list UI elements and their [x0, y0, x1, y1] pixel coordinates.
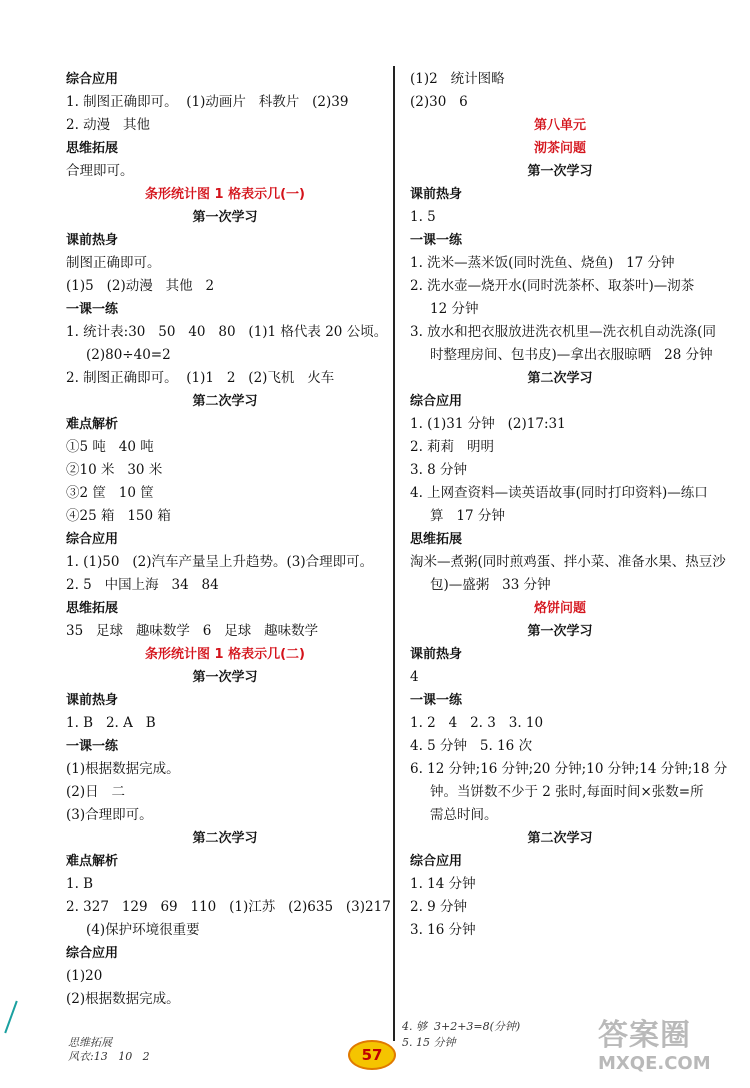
- section-heading: 课前热身: [66, 693, 119, 708]
- pen-mark: [4, 1001, 18, 1034]
- answer-line: 4: [410, 669, 419, 685]
- answer-line: 1. B 2. A B: [66, 715, 156, 731]
- answer-line: 包)—盛粥 33 分钟: [430, 577, 551, 593]
- section-heading: 思维拓展: [66, 601, 119, 616]
- answer-line: 1. 14 分钟: [410, 876, 476, 892]
- answer-line: 3. 8 分钟: [410, 462, 468, 478]
- section-heading: 一课一练: [66, 739, 119, 754]
- watermark-logo: [598, 1018, 748, 1082]
- answer-line: 需总时间。: [430, 807, 498, 823]
- answer-line: (1)2 统计图略: [410, 71, 505, 87]
- section-heading: 综合应用: [410, 854, 463, 869]
- answer-line: 2. 9 分钟: [410, 899, 468, 915]
- answer-line: (4)保护环境很重要: [86, 922, 200, 938]
- session-heading: 第一次学习: [527, 624, 593, 639]
- section-heading: 一课一练: [410, 693, 463, 708]
- section-heading: 综合应用: [410, 394, 463, 409]
- section-heading: 一课一练: [66, 302, 119, 317]
- column-divider: [393, 66, 395, 1041]
- page-number: 57: [348, 1040, 396, 1070]
- session-heading: 第一次学习: [192, 670, 258, 685]
- answer-line: 算 17 分钟: [430, 508, 505, 524]
- unit-title: 条形统计图 1 格表示几(二): [145, 647, 305, 662]
- session-heading: 第一次学习: [527, 164, 593, 179]
- blurred-line-2: 风衣:13 10 2: [68, 1050, 150, 1063]
- answer-line: 1. 制图正确即可。 (1)动画片 科教片 (2)39: [66, 94, 349, 110]
- answer-line: 2. 5 中国上海 34 84: [66, 577, 219, 593]
- blurred-line-1: 思维拓展: [68, 1036, 112, 1049]
- answer-line: 淘米—煮粥(同时煎鸡蛋、拌小菜、准备水果、热豆沙: [410, 554, 726, 570]
- answer-line: ①5 吨 40 吨: [66, 439, 154, 455]
- answer-line: 2. 洗水壶—烧开水(同时洗茶杯、取茶叶)—沏茶: [410, 278, 695, 294]
- blurred-line-4: 5. 15 分钟: [402, 1036, 456, 1049]
- session-heading: 第二次学习: [527, 831, 593, 846]
- answer-line: 1. (1)31 分钟 (2)17:31: [410, 416, 566, 432]
- answer-line: (2)日 二: [66, 784, 125, 800]
- answer-line: 1. (1)50 (2)汽车产量呈上升趋势。(3)合理即可。: [66, 554, 374, 570]
- answer-line: ②10 米 30 米: [66, 462, 163, 478]
- section-heading: 课前热身: [66, 233, 119, 248]
- watermark-url: MXQE.COM: [598, 1053, 711, 1074]
- section-heading: 综合应用: [66, 532, 119, 547]
- section-heading: 课前热身: [410, 187, 463, 202]
- answer-line: 2. 327 129 69 110 (1)江苏 (2)635 (3)217: [66, 899, 391, 915]
- session-heading: 第一次学习: [192, 210, 258, 225]
- section-heading: 难点解析: [66, 417, 119, 432]
- answer-line: 1. 统计表:30 50 40 80 (1)1 格代表 20 公顷。: [66, 324, 388, 340]
- unit-title: 条形统计图 1 格表示几(一): [145, 187, 305, 202]
- section-heading: 思维拓展: [410, 532, 463, 547]
- answer-line: 时整理房间、包书皮)—拿出衣服晾晒 28 分钟: [430, 347, 713, 363]
- answer-line: 2. 动漫 其他: [66, 117, 151, 133]
- answer-line: 合理即可。: [66, 163, 134, 179]
- unit-title: 烙饼问题: [533, 601, 586, 616]
- answer-line: ③2 筐 10 筐: [66, 485, 154, 501]
- answer-line: 6. 12 分钟;16 分钟;20 分钟;10 分钟;14 分钟;18 分: [410, 761, 728, 777]
- section-heading: 难点解析: [66, 854, 119, 869]
- answer-line: 制图正确即可。: [66, 255, 161, 271]
- section-heading: 综合应用: [66, 72, 119, 87]
- answer-line: 2. 制图正确即可。 (1)1 2 (2)飞机 火车: [66, 370, 335, 386]
- answer-line: 1. 2 4 2. 3 3. 10: [410, 715, 544, 731]
- right-column: [410, 68, 728, 942]
- answer-line: 1. B: [66, 876, 94, 892]
- answer-line: (1)5 (2)动漫 其他 2: [66, 278, 215, 294]
- section-heading: 课前热身: [410, 647, 463, 662]
- answer-line: 3. 放水和把衣服放进洗衣机里—洗衣机自动洗涤(同: [410, 324, 716, 340]
- answer-line: (2)80÷40=2: [86, 347, 171, 363]
- answer-line: (2)30 6: [410, 94, 468, 110]
- answer-line: 钟。当饼数不少于 2 张时,每面时间×张数=所: [430, 784, 704, 800]
- answer-line: 12 分钟: [430, 301, 479, 317]
- answer-line: 35 足球 趣味数学 6 足球 趣味数学: [66, 623, 319, 639]
- answer-line: 4. 5 分钟 5. 16 次: [410, 738, 533, 754]
- unit-title: 第八单元: [533, 118, 586, 133]
- section-heading: 综合应用: [66, 946, 119, 961]
- section-heading: 思维拓展: [66, 141, 119, 156]
- answer-line: (1)根据数据完成。: [66, 761, 180, 777]
- answer-line: (3)合理即可。: [66, 807, 153, 823]
- watermark-title: 答案圈: [598, 1018, 691, 1053]
- session-heading: 第二次学习: [192, 394, 258, 409]
- left-column: [66, 68, 391, 1011]
- answer-line: (2)根据数据完成。: [66, 991, 180, 1007]
- answer-line: ④25 箱 150 箱: [66, 508, 171, 524]
- unit-title: 沏茶问题: [533, 141, 586, 156]
- session-heading: 第二次学习: [192, 831, 258, 846]
- session-heading: 第二次学习: [527, 371, 593, 386]
- answer-line: 1. 洗米—蒸米饭(同时洗鱼、烧鱼) 17 分钟: [410, 255, 675, 271]
- answer-line: (1)20: [66, 968, 103, 984]
- answer-line: 2. 莉莉 明明: [410, 439, 495, 455]
- blurred-line-3: 4. 够 3+2+3=8(分钟): [402, 1020, 521, 1033]
- answer-line: 3. 16 分钟: [410, 922, 476, 938]
- answer-line: 1. 5: [410, 209, 436, 225]
- section-heading: 一课一练: [410, 233, 463, 248]
- answer-line: 4. 上网查资料—读英语故事(同时打印资料)—练口: [410, 485, 708, 501]
